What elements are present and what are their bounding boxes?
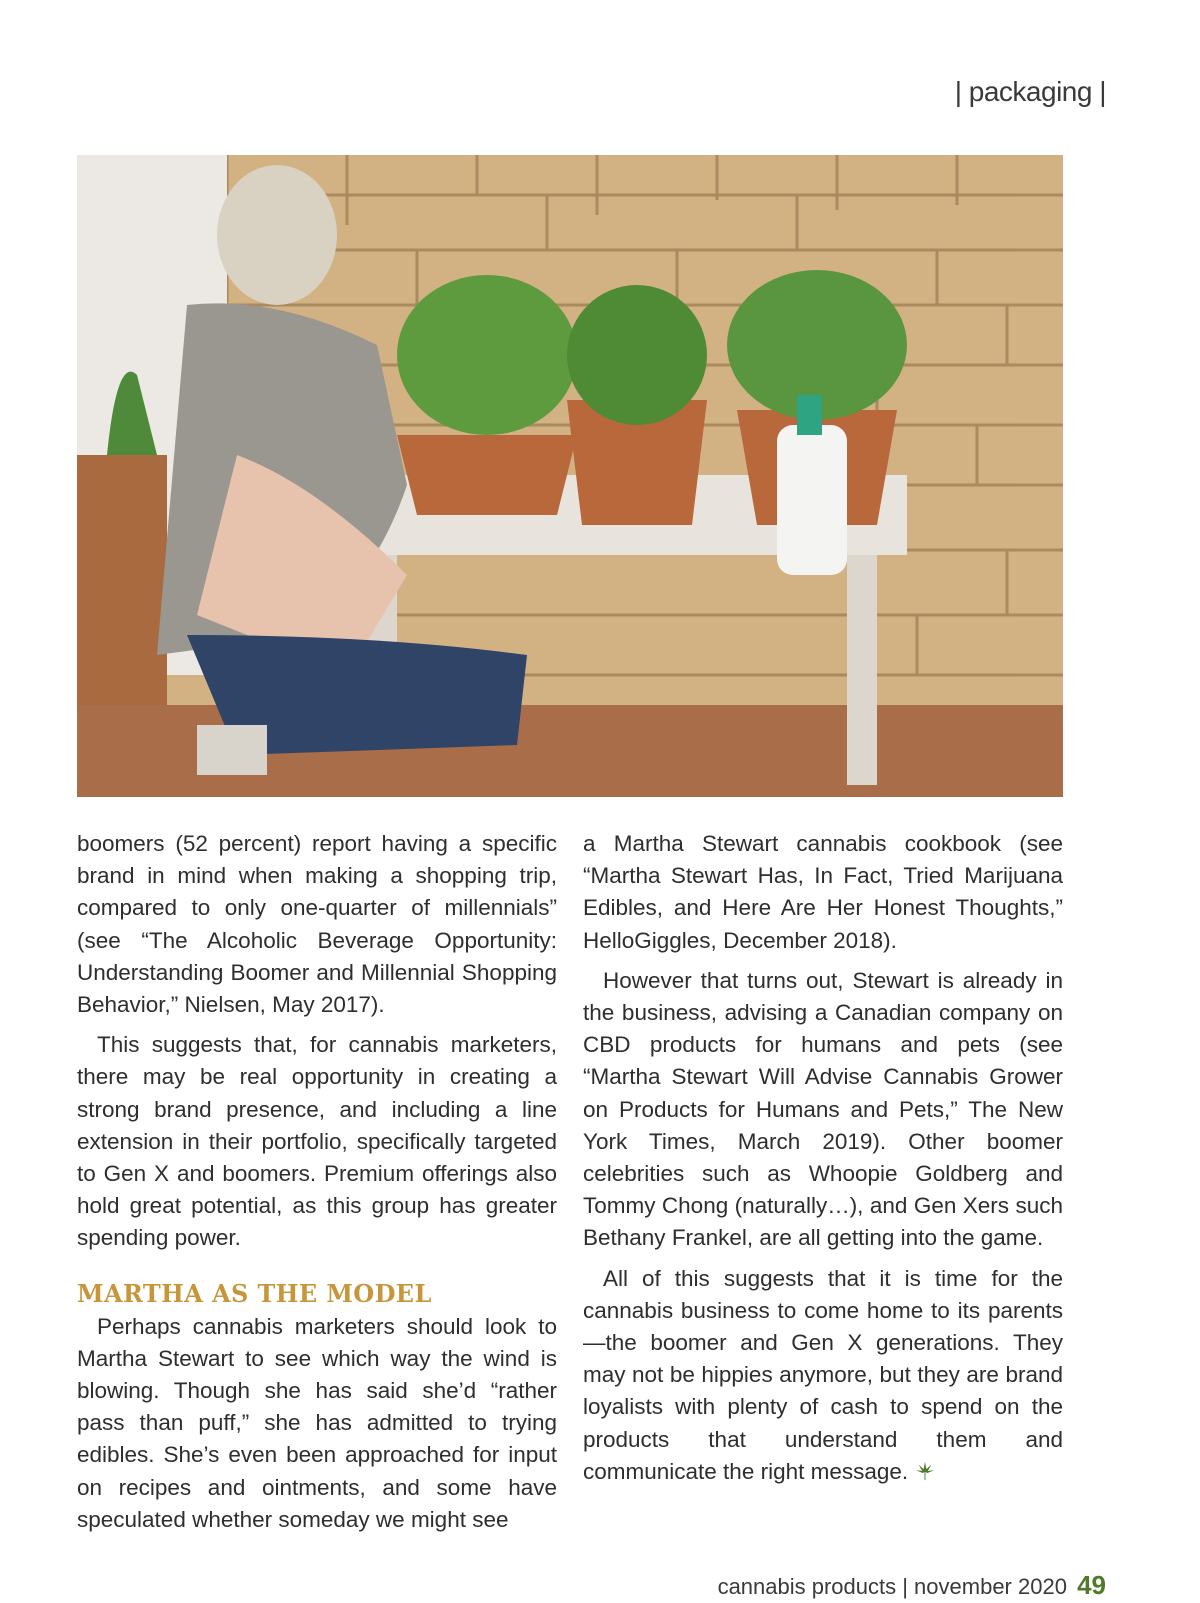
right-column bbox=[583, 828, 1063, 1496]
left-paragraph-1: boomers (52 percent) report having a specific brand in mind when making a shopping trip, compared to only one-quarter of millennials” (see “The Alcoholic Beverage Opportunity: Understanding Boomer and Millennial Shopping Behavior,” Nielsen, May 2017). bbox=[77, 831, 557, 1018]
right-paragraph-1: a Martha Stewart cannabis cookbook (see “Martha Stewart Has, In Fact, Tried Marijuana Edibles, and Here Are Her Honest Thoughts,” HelloGiggles, December 2018). bbox=[583, 831, 1063, 953]
photo-illustration bbox=[77, 155, 1063, 797]
left-paragraph-3: Perhaps cannabis marketers should look to Martha Stewart to see which way the wind is blowing. Though she has said she’d “rather pass than puff,” she has admitted to trying edibles. She’s even been approached for input on recipes and ointments, and some have speculated whether someday we might see bbox=[77, 1313, 557, 1532]
subhead: MARTHA AS THE MODEL bbox=[77, 1278, 432, 1308]
page-number: 49 bbox=[1077, 1570, 1106, 1600]
section-tag: | packaging | bbox=[954, 76, 1106, 107]
right-paragraph-3 bbox=[583, 1263, 1063, 1488]
left-column bbox=[77, 828, 557, 1544]
right-paragraph-3-text: All of this suggests that it is time for the cannabis business to come home to its parents—the boomer and Gen X generations. They may not be hippies anymore, but they are brand loyalists with plenty of cash to spend on the products that understand them and communicate the right message. bbox=[583, 1265, 1063, 1484]
cannabis-leaf-icon bbox=[914, 1460, 936, 1482]
left-paragraph-2: This suggests that, for cannabis marketers, there may be real opportunity in creating a strong brand presence, and including a line extension in their portfolio, specifically targeted to Gen X and boomers. Premium offerings also hold great potential, as this group has greater spending power. bbox=[77, 1032, 557, 1251]
publication-info: cannabis products | november 2020 bbox=[717, 1574, 1067, 1599]
page-footer bbox=[718, 1570, 1106, 1601]
article-photo bbox=[77, 155, 1063, 797]
right-paragraph-2: However that turns out, Stewart is already in the business, advising a Canadian company on CBD products for humans and pets (see “Martha Stewart Will Advise Cannabis Grower on Products for Humans and Pets,” The New York Times, March 2019). Other boomer celebrities such as Whoopie Goldberg and Tommy Chong (naturally…), and Gen Xers such Bethany Frankel, are all getting into the game. bbox=[583, 967, 1063, 1251]
